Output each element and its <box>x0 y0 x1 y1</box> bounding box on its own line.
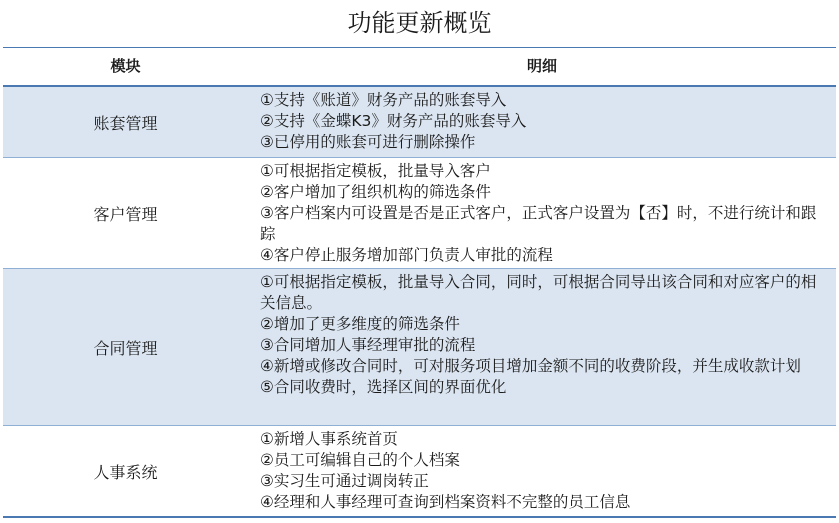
detail-cell <box>248 269 823 425</box>
detail-item: ①可根据指定模板，批量导入合同，同时，可根据合同导出该合同和对应客户的相关信息。 <box>260 273 817 312</box>
detail-item: ③合同增加人事经理审批的流程 <box>260 336 476 354</box>
module-name: 客户管理 <box>93 204 158 224</box>
detail-item: ④经理和人事经理可查询到档案资料不完整的员工信息 <box>260 493 631 511</box>
module-name: 人事系统 <box>93 462 158 482</box>
detail-item: ①支持《账道》财务产品的账套导入 <box>260 91 507 109</box>
detail-item: ③实习生可通过调岗转正 <box>260 472 429 490</box>
detail-item: ②支持《金蝶K3》财务产品的账套导入 <box>260 112 527 130</box>
detail-cell <box>248 158 823 268</box>
detail-item: ①可根据指定模板，批量导入客户 <box>260 162 491 180</box>
detail-item: ①新增人事系统首页 <box>260 430 398 448</box>
module-name: 合同管理 <box>93 338 158 358</box>
detail-item: ④新增或修改合同时，可对服务项目增加金额不同的收费阶段，并生成收款计划 <box>260 357 801 375</box>
detail-cell <box>248 87 823 157</box>
table-header-row <box>3 48 836 87</box>
detail-item: ③客户档案内可设置是否是正式客户，正式客户设置为【否】时，不进行统计和跟踪 <box>260 204 817 243</box>
detail-item: ②客户增加了组织机构的筛选条件 <box>260 183 491 201</box>
page-title: 功能更新概览 <box>347 9 492 37</box>
detail-item: ④客户停止服务增加部门负责人审批的流程 <box>260 246 553 264</box>
table-row-account-set <box>3 87 836 158</box>
table-row-hr <box>3 426 836 518</box>
feature-summary-table <box>3 47 836 518</box>
detail-item: ②员工可编辑自己的个人档案 <box>260 451 460 469</box>
detail-item: ⑤合同收费时，选择区间的界面优化 <box>260 378 507 396</box>
module-name: 账套管理 <box>93 113 158 133</box>
detail-cell <box>248 426 823 516</box>
table-row-contract <box>3 269 836 426</box>
detail-item: ②增加了更多维度的筛选条件 <box>260 315 460 333</box>
header-detail: 明细 <box>526 57 557 75</box>
header-module: 模块 <box>110 57 141 75</box>
detail-item: ③已停用的账套可进行删除操作 <box>260 133 476 151</box>
table-row-customer <box>3 158 836 269</box>
